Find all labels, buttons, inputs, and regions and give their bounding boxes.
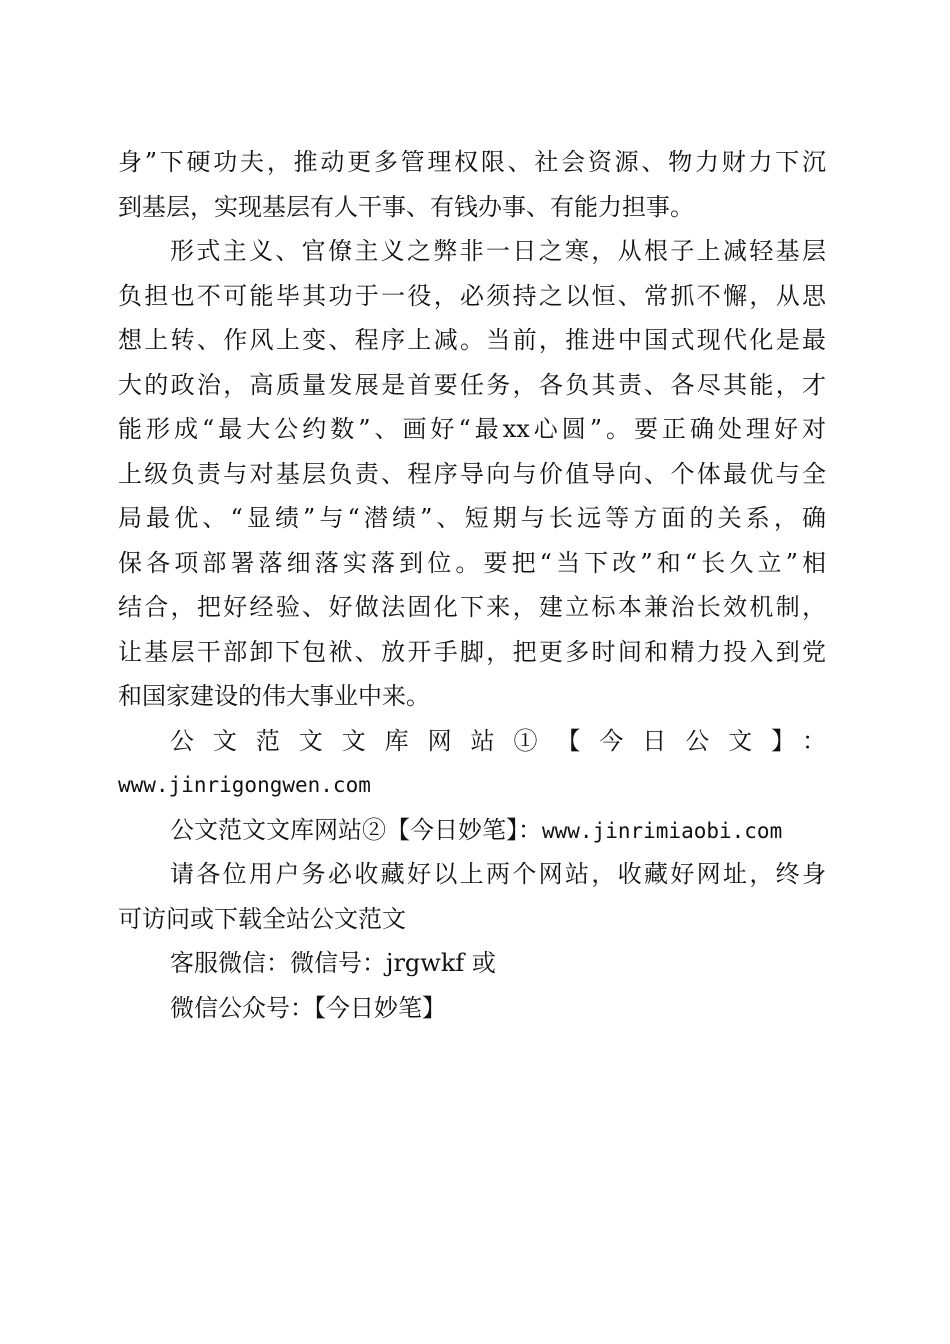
paragraph-line: 上级负责与对基层负责、程序导向与价值导向、个体最优与全 (118, 459, 826, 488)
document-page (118, 140, 826, 1030)
paragraph-line: 和国家建设的伟大事业中来。 (118, 682, 430, 710)
paragraph-line: 想上转、作风上变、程序上减。当前，推进中国式现代化是最 (118, 326, 826, 354)
paragraph-line: 局最优、“显绩”与“潜绩”、短期与长远等方面的关系，确 (118, 504, 826, 532)
paragraph-line: 让基层干部卸下包袱、放开手脚，把更多时间和精力投入到党 (118, 637, 826, 666)
paragraph-line: 大的政治，高质量发展是首要任务，各负其责、各尽其能，才 (118, 370, 826, 399)
notice-line: 可访问或下载全站公文范文 (118, 904, 406, 933)
footer-notice (118, 719, 826, 1031)
paragraph-1 (118, 140, 826, 229)
paragraph-2 (118, 229, 826, 719)
site2-url-link[interactable]: www.jinrimiaobi.com (542, 818, 783, 843)
paragraph-line: 结合，把好经验、好做法固化下来，建立标本兼治长效机制， (118, 593, 826, 621)
paragraph-line: 能形成“最大公约数”、画好“最xx心圆”。要正确处理好对 (118, 415, 826, 443)
paragraph-line: 保各项部署落细落实落到位。要把“当下改”和“长久立”相 (118, 548, 826, 577)
site1-url-link[interactable]: www.jinrigongwen.com (118, 773, 371, 797)
site2-line (118, 808, 826, 853)
paragraph-line: 负担也不可能毕其功于一役，必须持之以恒、常抓不懈，从思 (118, 281, 826, 310)
paragraph-line: 形式主义、官僚主义之弊非一日之寒，从根子上减轻基层 (170, 237, 826, 265)
paragraph-line: 身”下硬功夫，推动更多管理权限、社会资源、物力财力下沉 (118, 148, 826, 176)
wechat-service: 客服微信：微信号：jrgwkf 或 (170, 949, 496, 977)
site2-label: 公文范文文库网站②【今日妙笔】： (170, 815, 542, 844)
wechat-public-account: 微信公众号：【今日妙笔】 (170, 993, 446, 1022)
site1-label: 公文范文文库网站①【今日公文】： (170, 726, 826, 755)
notice-line: 请各位用户务必收藏好以上两个网站，收藏好网址，终身 (170, 860, 826, 888)
paragraph-line: 到基层，实现基层有人干事、有钱办事、有能力担事。 (118, 192, 694, 221)
